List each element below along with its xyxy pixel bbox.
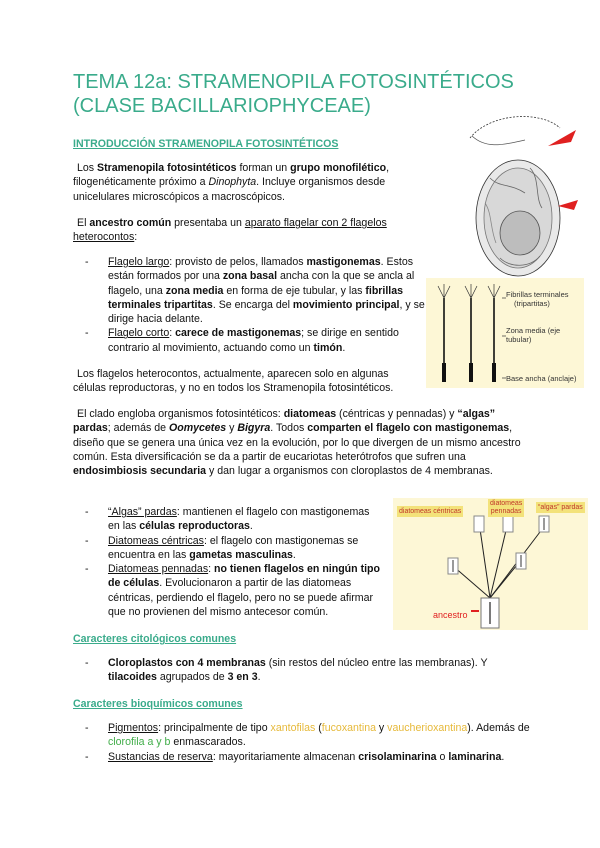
list-item: - Cloroplastos con 4 membranas (sin restos del núcleo entre las membranas). Y tilacoides agrupados de 3 en 3.	[85, 656, 515, 685]
ancestor-pointer	[471, 610, 479, 612]
tubular-label: tubular)	[506, 335, 532, 344]
list-item: - Flagelo corto: carece de mastigonemas; se dirige en sentido contrario al movimiento, actuando como un timón.	[85, 326, 430, 355]
label-centricas: diatomeas céntricas	[399, 508, 462, 515]
nucleus	[500, 211, 540, 255]
title-line-2: (CLASE BACILLARIOPHYCEAE)	[73, 95, 371, 117]
arrow-icon	[548, 130, 576, 146]
list-item: - Sustancias de reserva: mayoritariamente almacenan crisolaminarina o laminarina.	[85, 750, 530, 764]
heterokont-paragraph: Los flagelos heterocontos, actualmente, aparecen solo en algunas células reproductoras, y no en todos los Stramenopila fotosintéticos.	[73, 368, 394, 395]
list-item: - Diatomeas pennadas: no tienen flagelos en ningún tipo de células. Evolucionaron a partir de las diatomeas céntricas, perdiendo el flagelo, pero no se puede afirmar que no provienen del mismo antecesor común.	[85, 562, 383, 619]
list-item: - Diatomeas céntricas: el flagelo con mastigonemas se encuentra en las gametas masculinas.	[85, 534, 383, 563]
long-flagellum-line	[470, 117, 560, 138]
label-pennadas-line-2: pennadas	[490, 508, 522, 515]
arrow-icon	[558, 200, 578, 210]
tripartitas-label: (tripartitas)	[514, 299, 550, 308]
list-item: - Flagelo largo: provisto de pelos, llamados mastigonemas. Estos están formados por una zona basal ancha con la que se ancla al flagelo, una zona media en forma de eje tubular, y las fibrillas terminales tripartitas. Se encarga del movimiento principal, y se dirige hacia delante.	[85, 255, 430, 326]
ancestor-paragraph: El ancestro común presentaba un aparato flagelar con 2 flagelos heterocontos:	[73, 217, 387, 244]
flagella-list	[85, 255, 430, 355]
cytological-list	[85, 656, 515, 685]
groups-list	[85, 505, 383, 619]
biochemical-heading: Caracteres bioquímicos comunes	[73, 698, 243, 710]
base-label: Base ancha (anclaje)	[506, 374, 577, 383]
title-line-1: TEMA 12a: STRAMENOPILA FOTOSINTÉTICOS	[73, 71, 514, 93]
fibrillas-label: Fibrillas terminales	[506, 290, 569, 299]
cytological-heading: Caracteres citológicos comunes	[73, 633, 237, 645]
biochemical-list	[85, 721, 530, 764]
label-algas: “algas” pardas	[538, 504, 583, 511]
zona-media-label: Zona media (eje	[506, 326, 561, 335]
label-ancestro: ancestro	[433, 610, 468, 620]
intro-heading: INTRODUCCIÓN STRAMENOPILA FOTOSINTÉTICOS	[73, 138, 339, 150]
clade-paragraph: El clado engloba organismos fotosintéticos: diatomeas (céntricas y pennadas) y “algas” pardas; además de Oomycetes y Bigyra. Todos comparten el flagelo con mastigonemas, diseño que se genera una única vez en la evolución, por lo que divergen de un mismo ancestro común. Esta diversificación se da a partir de eucariotas heterótrofos que sufren una endosimbiosis secundaria y dan lugar a organismos con cloroplastos de 4 membranas.	[73, 408, 521, 478]
list-item: - “Algas” pardas: mantienen el flagelo con mastigonemas en las células reproductoras.	[85, 505, 383, 534]
intro-paragraph: Los Stramenopila fotosintéticos forman un grupo monofilético, filogenéticamente próximo a Dinophyta. Incluye organismos desde unicelulares microscópicos a macroscópicos.	[73, 162, 390, 203]
label-pennadas-line-1: diatomeas	[490, 500, 523, 507]
heterokont-cell-illustration	[430, 108, 580, 283]
list-item: - Pigmentos: principalmente de tipo xantofilas (fucoxantina y vaucherioxantina). Además de clorofila a y b enmascarados.	[85, 721, 530, 750]
label-pennadas	[488, 499, 524, 517]
phylogeny-figure	[393, 498, 588, 630]
mastigoneme-figure	[426, 278, 584, 388]
tree-branches	[453, 522, 543, 598]
